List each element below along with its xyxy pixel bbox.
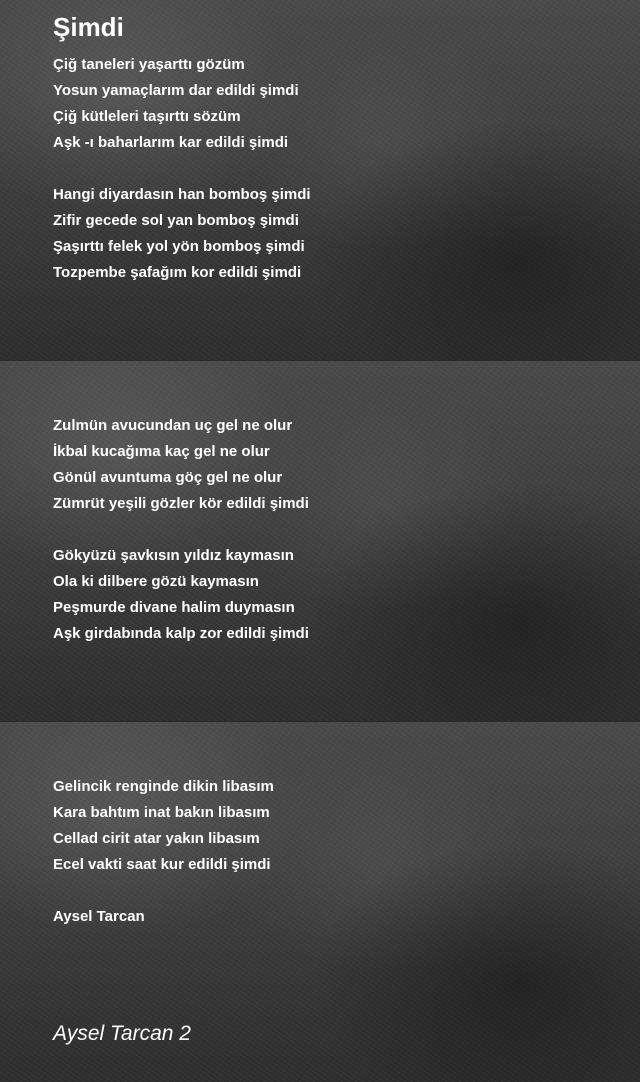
poem-line: İkbal kucağıma kaç gel ne olur [53,443,270,460]
poem-line: Peşmurde divane halim duymasın [53,599,295,616]
author-footer: Aysel Tarcan 2 [53,1022,191,1045]
stanza-gap [53,878,274,904]
poem-line: Ola ki dilbere gözü kaymasın [53,573,259,590]
poem-line: Şaşırttı felek yol yön bomboş şimdi [53,238,305,255]
poem-line: Çiğ taneleri yaşarttı gözüm [53,56,245,73]
poem-line: Aşk girdabında kalp zor edildi şimdi [53,625,309,642]
poem-line: Gökyüzü şavkısın yıldız kaymasın [53,547,294,564]
stanza-gap [53,517,309,543]
poem-line: Zifir gecede sol yan bomboş şimdi [53,212,299,229]
poem-signature: Aysel Tarcan [53,908,145,925]
poem-line: Ecel vakti saat kur edildi şimdi [53,856,271,873]
poem-title: Şimdi [53,12,124,42]
poem-card-2-content [53,413,309,647]
poem-line: Aşk -ı baharlarım kar edildi şimdi [53,134,289,151]
stanza-gap [53,156,311,182]
poem-card-3 [0,721,640,1082]
poem-card-1-content [53,12,311,286]
poem-line: Cellad cirit atar yakın libasım [53,830,260,847]
poem-line: Gönül avuntuma göç gel ne olur [53,469,283,486]
poem-line: Yosun yamaçlarım dar edildi şimdi [53,82,299,99]
poem-line: Zulmün avucundan uç gel ne olur [53,417,293,434]
poem-line: Hangi diyardasın han bomboş şimdi [53,186,311,203]
poem-card-2 [0,360,640,721]
poem-line: Zümrüt yeşili gözler kör edildi şimdi [53,495,309,512]
poem-line: Kara bahtım inat bakın libasım [53,804,270,821]
poem-line: Çiğ kütleleri taşırttı sözüm [53,108,241,125]
poem-line: Tozpembe şafağım kor edildi şimdi [53,264,302,281]
poem-line: Gelincik renginde dikin libasım [53,778,274,795]
poem-card-3-content [53,774,274,930]
poem-card-1 [0,0,640,360]
